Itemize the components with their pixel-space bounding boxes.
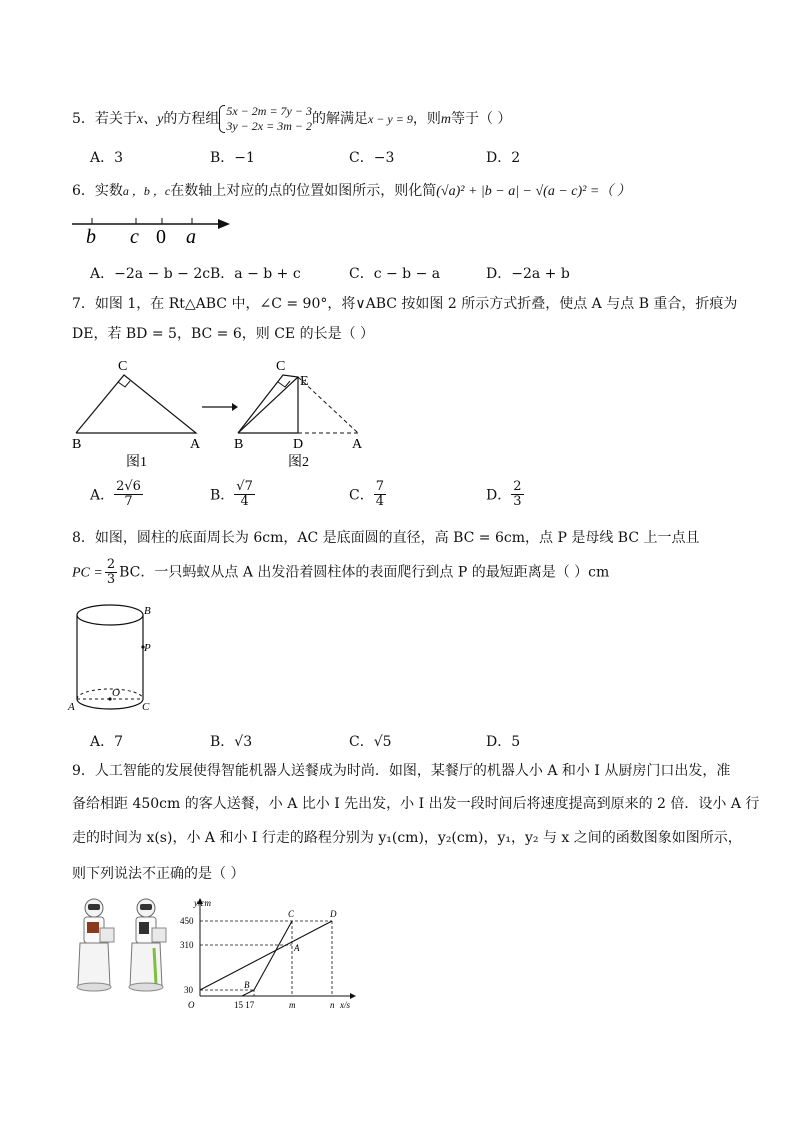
xtick-15-17: 15 17 [234,1000,255,1010]
cylinder-top [77,605,143,625]
q7-option-d[interactable]: D． $\frac{2}{3}$ [486,479,522,509]
q8-option-a[interactable]: A．7 [90,734,124,750]
fig2-label-d: D [293,437,304,452]
q5-option-d[interactable]: D．2 [486,150,521,166]
question-8-line-2: PC = $\frac{2}{3}$ BC．一只蚂蚁从点 A 出发沿着圆柱体的表面爬行到点 P 的最短距离是（ ）cm [72,557,610,587]
xtick-m: m [289,1000,296,1010]
fig2-label-c: C [276,359,286,374]
ytick-310: 310 [180,940,194,950]
q5-option-a[interactable]: A．3 [90,150,124,166]
point-a-label: A [294,943,300,953]
cyl-label-c: C [142,701,150,713]
q6-option-a[interactable]: A．−2a − b − 2c [90,266,211,282]
label-0: 0 [156,226,166,248]
q6-option-b[interactable]: B．a − b + c [210,266,301,282]
question-9-line-3: 走的时间为 x(s)，小 A 和小 I 行走的路程分别为 y₁(cm)，y₂(cm)，y₁，y₂ 与 x 之间的函数图象如图所示， [72,830,742,846]
q8-option-d[interactable]: D．5 [486,734,521,750]
xtick-n: n [330,1000,335,1010]
q6-option-c[interactable]: C．c − b − a [349,266,441,282]
robots-illustration [70,898,186,996]
label-b: b [86,226,96,248]
fig2-caption: 图2 [288,455,309,470]
cylinder-figure [64,598,164,716]
q5-option-c[interactable]: C．−3 [349,150,395,166]
point-d-label: D [330,909,337,919]
question-9-line-1: 9．人工智能的发展使得智能机器人送餐成为时尚．如图，某餐厅的机器人小 A 和小 I 从厨房门口出发，准 [72,763,731,779]
line-robot-i [242,921,292,996]
equation-system: 5x − 2m = 7y − 3 3y − 2x = 3m − 2 [219,104,312,134]
line-robot-a [200,921,332,990]
cyl-label-p: P [144,642,151,654]
number-line-figure [68,212,238,252]
question-9-line-4: 则下列说法不正确的是（ ） [72,866,245,882]
point-b-label: B [244,980,250,990]
fig1-label-b: B [72,437,82,452]
label-c: c [130,226,139,248]
origin-label: O [188,1000,195,1010]
fig1-caption: 图1 [126,455,147,470]
segment-be [238,377,298,433]
question-7-line-1: 7．如图 1，在 Rt△ABC 中，∠C = 90°，将∨ABC 按如图 2 所示方式折叠，使点 A 与点 B 重合，折痕为 [72,296,738,312]
cyl-label-a: A [68,701,75,713]
fig2-label-a: A [352,437,363,452]
q8-option-b[interactable]: B．√3 [210,734,253,750]
q8-option-c[interactable]: C．√5 [349,734,392,750]
fig1-label-a: A [190,437,201,452]
arrow-head-icon [232,403,238,411]
fig1-label-c: C [118,359,128,374]
q7-option-b[interactable]: B． $\frac{√7}{4}$ [210,479,253,509]
cyl-label-o: O [112,687,120,699]
robot-a-icon [77,899,114,991]
question-7-line-2: DE，若 BD = 5，BC = 6，则 CE 的长是（ ） [72,326,375,342]
distance-time-graph [182,896,362,1016]
arrow-head-icon [218,219,230,229]
fig2-label-e: E [300,374,309,389]
q6-option-d[interactable]: D．−2a + b [486,266,570,282]
ytick-30: 30 [184,985,193,995]
y-axis-label: y/cm [194,898,211,908]
point-c-label: C [288,909,295,919]
label-a: a [186,226,196,248]
ytick-450: 450 [180,916,194,926]
fig2-label-b: B [234,437,244,452]
question-6-stem: 6．实数a ，b ，c在数轴上对应的点的位置如图所示，则化简(√a)² + |b − a| − √(a − c)² =（ ） [72,183,631,199]
cyl-label-b: B [144,605,151,617]
question-9-line-2: 备给相距 450cm 的客人送餐，小 A 比小 I 先出发，小 I 出发一段时间后将速度提高到原来的 2 倍．设小 A 行 [72,796,760,812]
robot-i-icon [129,899,166,991]
triangle-abc [76,375,196,433]
question-5-stem: 5．若关于x、y的方程组 5x − 2m = 7y − 3 3y − 2x = 3m − 2 的解满足x − y = 9，则m等于（ ） [72,104,512,133]
x-axis-label: x/s [340,1000,350,1010]
question-8-line-1: 8．如图，圆柱的底面周长为 6cm，AC 是底面圆的直径，高 BC = 6cm，点 P 是母线 BC 上一点且 [72,530,700,546]
q5-option-b[interactable]: B．−1 [210,150,255,166]
q7-option-c[interactable]: C． $\frac{7}{4}$ [349,479,384,509]
x-axis-arrow-icon [350,993,356,999]
folding-figures [66,355,386,470]
q7-option-a[interactable]: A． $\frac{2√6}{7}$ [90,479,141,509]
right-angle-mark [118,381,130,387]
